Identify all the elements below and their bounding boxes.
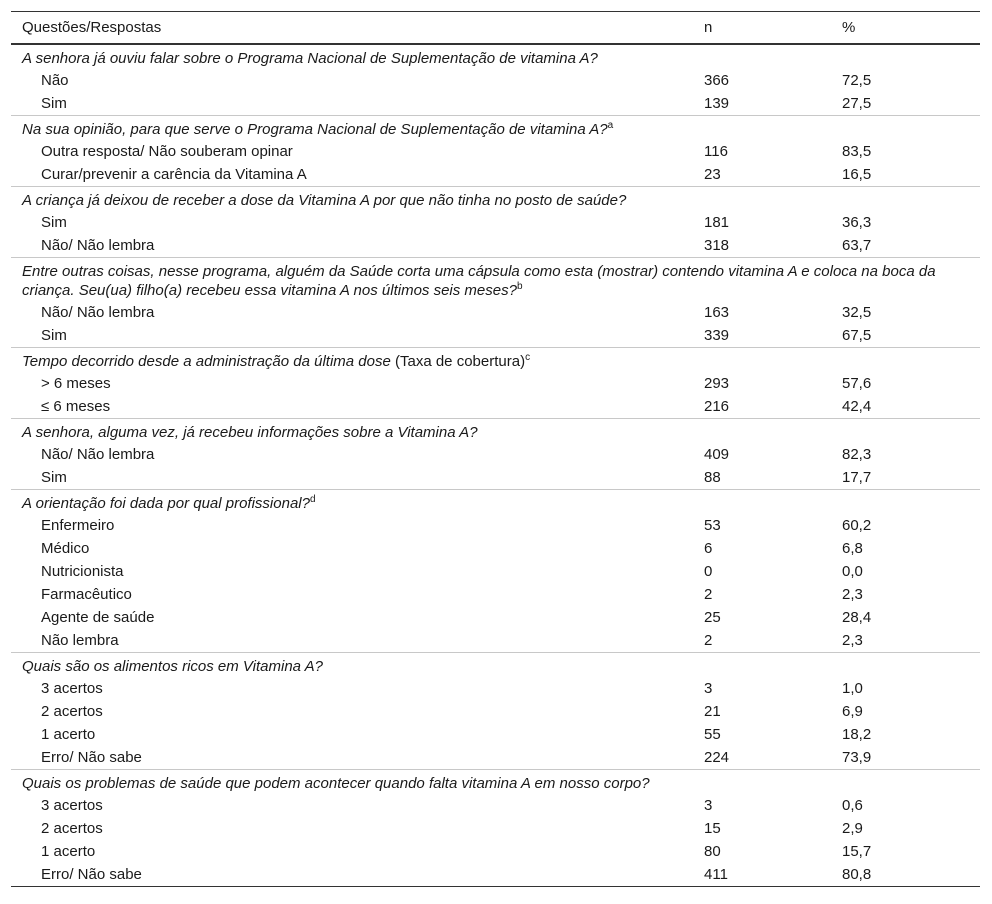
header-questions: Questões/Respostas (11, 12, 693, 44)
answer-row (11, 234, 980, 258)
question-text (11, 115, 980, 140)
answer-row (11, 443, 980, 466)
question-text (11, 418, 980, 443)
answer-percent: 42,4 (842, 397, 872, 415)
answer-row (11, 817, 980, 840)
answer-label: Não/ Não lembra (41, 303, 155, 321)
answer-percent: 60,2 (842, 516, 872, 534)
answer-percent: 17,7 (842, 468, 872, 486)
answer-label: Médico (41, 539, 90, 557)
answer-n: 318 (704, 236, 730, 254)
answer-row (11, 794, 980, 817)
answer-row (11, 537, 980, 560)
answer-percent: 15,7 (842, 842, 872, 860)
question-text (11, 257, 980, 301)
answer-n: 0 (704, 562, 713, 580)
table-body (11, 44, 980, 887)
question-label: A senhora, alguma vez, já recebeu informações sobre a Vitamina A? (22, 423, 478, 441)
header-row (11, 12, 980, 44)
answer-percent: 83,5 (842, 142, 872, 160)
answer-row (11, 211, 980, 234)
answer-n: 163 (704, 303, 730, 321)
answer-label: 2 acertos (41, 819, 103, 837)
answer-row (11, 629, 980, 653)
answer-label: Sim (41, 326, 67, 344)
answer-row (11, 140, 980, 163)
answer-n: 366 (704, 71, 730, 89)
answer-label: Não (41, 71, 69, 89)
answer-percent: 72,5 (842, 71, 872, 89)
answer-n: 139 (704, 94, 730, 112)
question-row (11, 186, 980, 211)
answer-label: Não/ Não lembra (41, 236, 155, 254)
answer-label: Curar/prevenir a carência da Vitamina A (41, 165, 307, 183)
answer-label: Não lembra (41, 631, 119, 649)
answer-percent: 27,5 (842, 94, 872, 112)
answer-row (11, 301, 980, 324)
results-table (11, 11, 980, 887)
answer-n: 409 (704, 445, 730, 463)
answer-row (11, 863, 980, 887)
answer-percent: 36,3 (842, 213, 872, 231)
question-text (11, 186, 980, 211)
question-text (11, 44, 980, 69)
answer-row (11, 372, 980, 395)
answer-n: 3 (704, 796, 713, 814)
question-label: A senhora já ouviu falar sobre o Programa Nacional de Suplementação de vitamina A? (22, 49, 598, 67)
answer-label: Sim (41, 468, 67, 486)
question-row (11, 44, 980, 69)
answer-row (11, 840, 980, 863)
answer-label: Erro/ Não sabe (41, 748, 142, 766)
question-label: Quais são os alimentos ricos em Vitamina A? (22, 657, 323, 675)
answer-percent: 18,2 (842, 725, 872, 743)
answer-label: Sim (41, 94, 67, 112)
table-header (11, 12, 980, 44)
question-row (11, 257, 980, 301)
question-label: A criança já deixou de receber a dose da Vitamina A por que não tinha no posto de saúde? (22, 191, 627, 209)
question-row (11, 347, 980, 372)
answer-row (11, 324, 980, 348)
answer-label: 2 acertos (41, 702, 103, 720)
answer-percent: 57,6 (842, 374, 872, 392)
answer-row (11, 723, 980, 746)
footnote-marker: d (309, 493, 316, 505)
answer-percent: 28,4 (842, 608, 872, 626)
answer-percent: 32,5 (842, 303, 872, 321)
answer-n: 15 (704, 819, 721, 837)
answer-label: Erro/ Não sabe (11, 863, 693, 887)
answer-row (11, 677, 980, 700)
answer-label: 1 acerto (41, 725, 96, 743)
answer-row (11, 700, 980, 723)
question-row (11, 652, 980, 677)
answer-row (11, 560, 980, 583)
answer-row (11, 466, 980, 490)
question-text (11, 652, 980, 677)
answer-n: 3 (704, 679, 713, 697)
answer-row (11, 92, 980, 116)
question-label: Na sua opinião, para que serve o Programa Nacional de Suplementação de vitamina A? (22, 120, 608, 138)
question-text (11, 347, 980, 372)
question-label: Tempo decorrido desde a administração da última dose (22, 352, 391, 370)
answer-percent: 16,5 (842, 165, 872, 183)
answer-row (11, 395, 980, 419)
answer-n: 411 (693, 863, 831, 887)
answer-n: 25 (704, 608, 721, 626)
footnote-marker: a (607, 119, 614, 131)
answer-percent: 82,3 (842, 445, 872, 463)
answer-n: 55 (704, 725, 721, 743)
answer-percent: 63,7 (842, 236, 872, 254)
answer-label: Enfermeiro (41, 516, 115, 534)
answer-percent: 2,3 (842, 631, 863, 649)
footnote-marker: b (516, 280, 523, 292)
answer-label: 3 acertos (41, 679, 103, 697)
question-row (11, 115, 980, 140)
answer-percent: 6,9 (842, 702, 863, 720)
answer-percent: 6,8 (842, 539, 863, 557)
answer-n: 181 (704, 213, 730, 231)
answer-label: ≤ 6 meses (41, 397, 111, 415)
question-label: Entre outras coisas, nesse programa, alguém da Saúde corta uma cápsula como esta (mostrar) contendo vitamina A e coloca na boca da criança. Seu(ua) filho(a) recebeu essa vitamina A nos últimos seis meses? (22, 262, 936, 299)
answer-n: 2 (704, 585, 713, 603)
footnote-marker: c (525, 351, 531, 363)
answer-n: 293 (704, 374, 730, 392)
answer-n: 339 (704, 326, 730, 344)
answer-percent: 0,0 (842, 562, 863, 580)
answer-percent: 1,0 (842, 679, 863, 697)
answer-label: 3 acertos (41, 796, 103, 814)
answer-row (11, 163, 980, 187)
question-suffix: (Taxa de cobertura) (390, 352, 526, 370)
answer-n: 216 (704, 397, 730, 415)
answer-n: 53 (704, 516, 721, 534)
answer-label: > 6 meses (41, 374, 111, 392)
question-row (11, 418, 980, 443)
question-row (11, 769, 980, 794)
answer-percent: 0,6 (842, 796, 863, 814)
answer-n: 224 (704, 748, 730, 766)
answer-n: 6 (704, 539, 713, 557)
answer-percent: 2,9 (842, 819, 863, 837)
header-n: n (693, 12, 831, 44)
answer-label: Não/ Não lembra (41, 445, 155, 463)
answer-n: 80 (704, 842, 721, 860)
answer-n: 88 (704, 468, 721, 486)
answer-label: Nutricionista (41, 562, 124, 580)
answer-label: Farmacêutico (41, 585, 132, 603)
question-text (11, 489, 980, 514)
question-text (11, 769, 980, 794)
header-percent: % (831, 12, 980, 44)
question-label: A orientação foi dada por qual profissional? (22, 494, 310, 512)
answer-n: 21 (704, 702, 721, 720)
question-label: Quais os problemas de saúde que podem acontecer quando falta vitamina A em nosso corpo? (22, 774, 650, 792)
answer-row (11, 606, 980, 629)
answer-label: Sim (41, 213, 67, 231)
answer-label: Agente de saúde (41, 608, 155, 626)
answer-percent: 80,8 (831, 863, 980, 887)
answer-percent: 2,3 (842, 585, 863, 603)
table-container (11, 11, 980, 887)
answer-label: Outra resposta/ Não souberam opinar (41, 142, 293, 160)
question-row (11, 489, 980, 514)
answer-row (11, 514, 980, 537)
answer-percent: 67,5 (842, 326, 872, 344)
answer-row (11, 583, 980, 606)
answer-percent: 73,9 (842, 748, 872, 766)
answer-n: 2 (704, 631, 713, 649)
answer-label: 1 acerto (41, 842, 96, 860)
answer-n: 116 (704, 142, 728, 160)
answer-row (11, 746, 980, 770)
answer-row (11, 69, 980, 92)
answer-n: 23 (704, 165, 721, 183)
